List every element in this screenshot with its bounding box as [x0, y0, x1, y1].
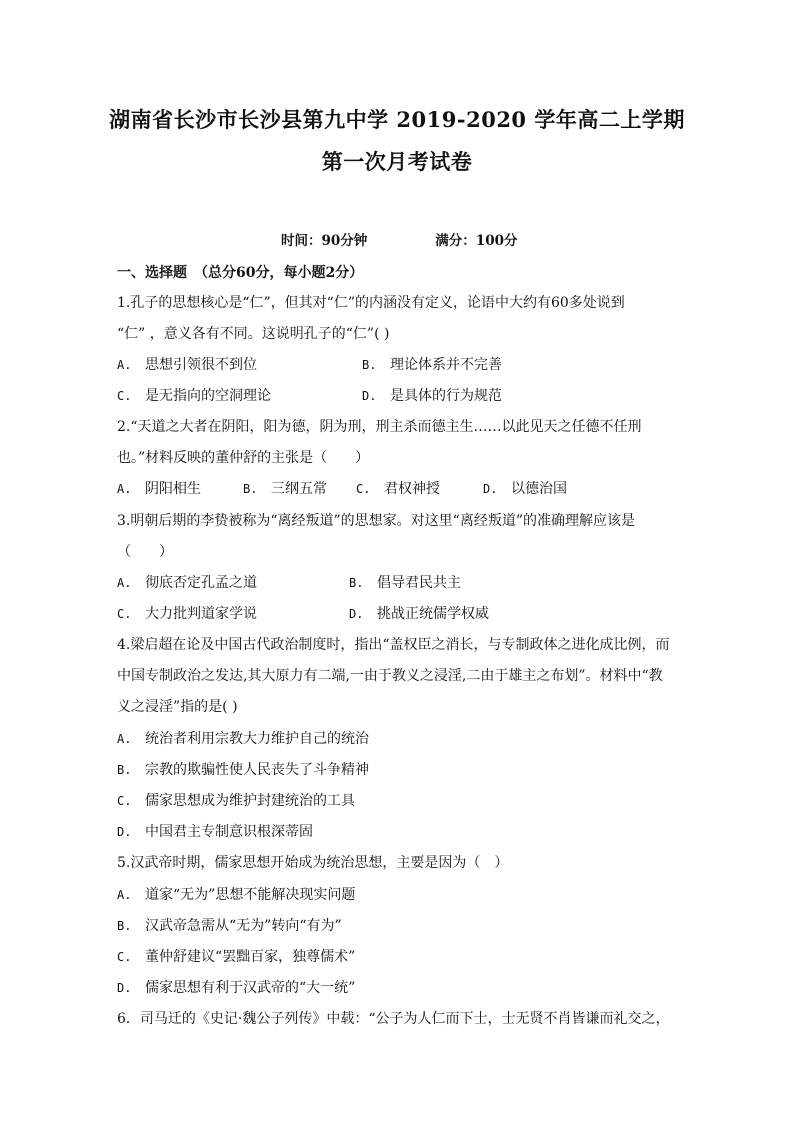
q1-option-a[interactable]: A. 思想引领很不到位	[117, 357, 257, 373]
q4-stem-line1: 4.梁启超在论及中国古代政治制度时，指出“盖权臣之消长，与专制政体之进化成比例，而	[117, 637, 670, 653]
section-heading: 一、选择题 （总分60分，每小题2分）	[117, 265, 364, 281]
q3-stem-line1: 3.明朝后期的李贽被称为“离经叛道”的思想家。对这里“离经叛道”的准确理解应该是	[117, 513, 635, 529]
q2-stem-line2: 也。”材料反映的董仲舒的主张是（ ）	[117, 450, 370, 466]
q1-stem-line2: “仁” ，意义各有不同。这说明孔子的“仁”( )	[117, 326, 390, 342]
q4-stem-line3: 义之浸淫”指的是( )	[117, 699, 238, 715]
q2-option-c[interactable]: C. 君权神授	[356, 481, 440, 497]
q4-option-b[interactable]: B. 宗教的欺骗性使人民丧失了斗争精神	[117, 762, 369, 778]
exam-time: 时间：90分钟	[281, 233, 368, 249]
q3-option-a[interactable]: A. 彻底否定孔孟之道	[117, 575, 257, 591]
q5-option-b[interactable]: B. 汉武帝急需从“无为”转向“有为”	[117, 918, 342, 934]
q1-stem-line1: 1.孔子的思想核心是“仁”，但其对“仁”的内涵没有定义，论语中大约有60多处说到	[117, 295, 625, 311]
q2-stem-line1: 2.“天道之大者在阴阳，阳为德，阴为刑，刑主杀而德主生……以此见天之任德不任刑	[117, 419, 642, 435]
q5-stem-line1: 5.汉武帝时期，儒家思想开始成为统治思想，主要是因为（ ）	[117, 855, 509, 871]
exam-title-line1: 湖南省长沙市长沙县第九中学 2019-2020 学年高二上学期	[109, 107, 685, 132]
q1-option-c[interactable]: C. 是无指向的空洞理论	[117, 388, 271, 404]
exam-meta	[281, 229, 517, 249]
q5-option-c[interactable]: C. 董仲舒建议“罢黜百家，独尊儒术”	[117, 949, 356, 965]
q6-stem-line1: 6．司马迁的《史记·魏公子列传》中载：“公子为人仁而下士，士无贤不肖皆谦而礼交之，	[117, 1011, 670, 1027]
q1-option-d[interactable]: D. 是具体的行为规范	[362, 388, 502, 404]
q3-option-c[interactable]: C. 大力批判道家学说	[117, 606, 257, 622]
q1-option-b[interactable]: B. 理论体系并不完善	[362, 357, 502, 373]
q5-option-d[interactable]: D. 儒家思想有利于汉武帝的“大一统”	[117, 980, 356, 996]
q2-option-b[interactable]: B. 三纲五常	[243, 481, 327, 497]
q5-option-a[interactable]: A. 道家“无为”思想不能解决现实问题	[117, 887, 356, 903]
q4-option-c[interactable]: C. 儒家思想成为维护封建统治的工具	[117, 793, 355, 809]
q4-option-a[interactable]: A. 统治者利用宗教大力维护自己的统治	[117, 731, 369, 747]
q2-option-d[interactable]: D. 以德治国	[483, 481, 567, 497]
q3-option-b[interactable]: B. 倡导君民共主	[349, 575, 461, 591]
q3-stem-line2: （ ）	[117, 544, 173, 560]
exam-title-line2: 第一次月考试卷	[321, 149, 473, 174]
q3-option-d[interactable]: D. 挑战正统儒学权威	[349, 606, 489, 622]
q4-stem-line2: 中国专制政治之发达,其大原力有二端,一由于教义之浸淫,二由于雄主之布划”。材料中“教	[117, 668, 663, 684]
exam-score: 满分：100分	[435, 233, 518, 249]
q4-option-d[interactable]: D. 中国君主专制意识根深蒂固	[117, 824, 313, 840]
q2-option-a[interactable]: A. 阴阳相生	[117, 481, 201, 497]
